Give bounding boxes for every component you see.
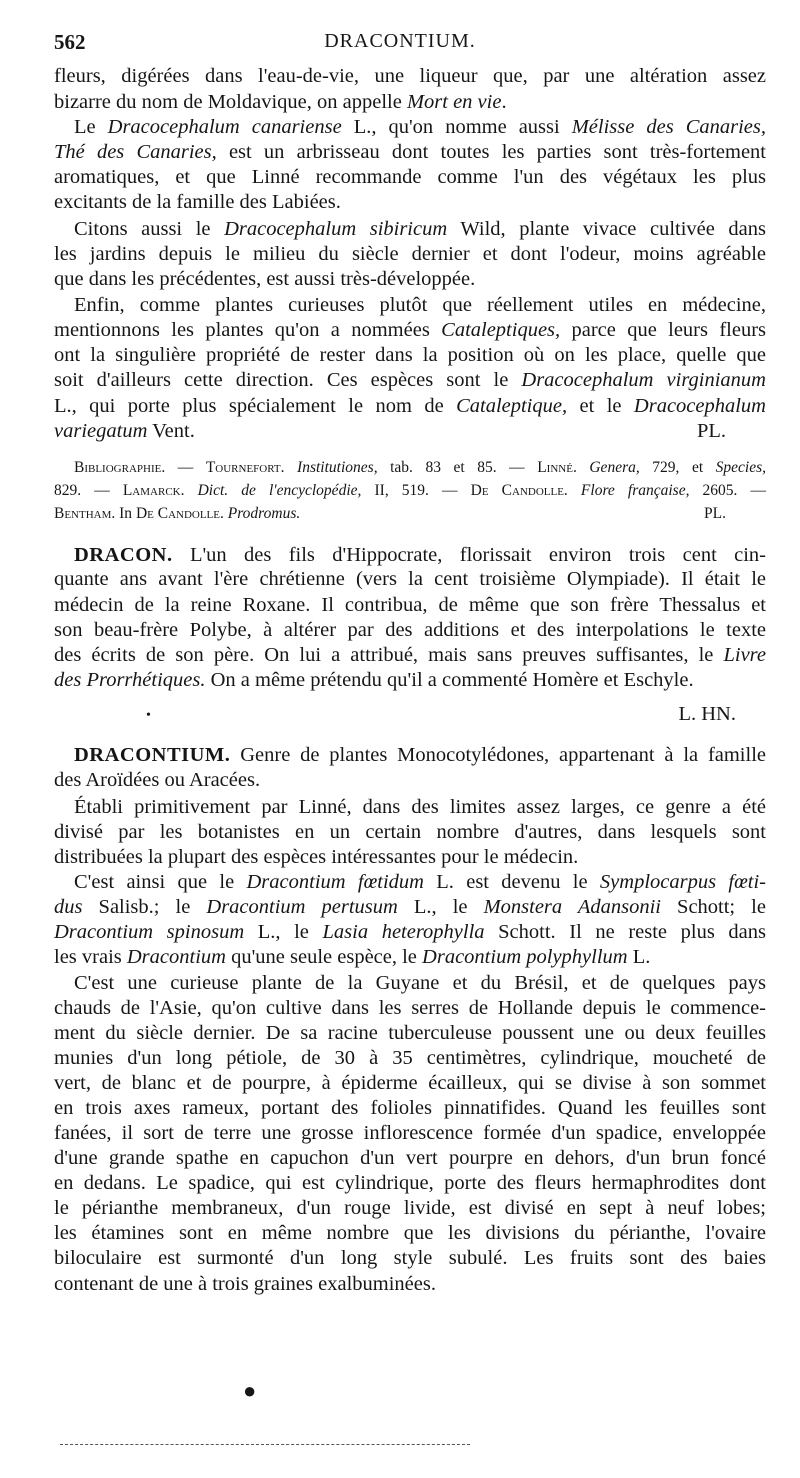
line-text: L., le [397,896,484,918]
italic-term: Cataleptique, [456,395,568,417]
author-initials: PL. [696,420,726,442]
line-text: L., qui porte plus spécialement le nom de [54,395,457,417]
dracontium-line [54,1146,766,1171]
dracon-line [54,668,766,693]
dracontium-line [54,996,766,1021]
line-text: des écrits de son père. On lui a attribué, mais sans preuves suffisantes, le [54,644,724,666]
italic-term: dus [54,896,83,918]
ink-blot: ● [243,1378,257,1403]
line-text: L. [627,946,651,968]
stray-dot: • [146,708,151,723]
dracontium-line [54,1171,766,1196]
line-text: les jardins depuis le milieu du siècle dernier et dont l'odeur, moins agréable [54,243,766,265]
line-text: munies d'un long pétiole, de 30 à 35 centimètres, cylindrique, moucheté de [54,1047,766,1069]
author-signature: L. HN. [678,703,736,725]
line-text: fleurs, digérées dans l'eau-de-vie, une liqueur que, par une altération assez [54,65,766,87]
page-number: 562 [54,30,86,54]
line-text: L., qu'on nomme aussi [341,116,572,138]
running-title: DRACONTIUM. [324,30,476,52]
line-text: L'un des fils d'Hippocrate, florissait environ trois cent cin- [172,544,766,566]
line-text: mentionnons les plantes qu'on a nommées [54,319,442,341]
line-text: bizarre du nom de Moldavique, on appelle [54,91,407,113]
bottom-rule [60,1444,470,1445]
dracon-line [54,643,766,668]
italic-term: Flore française, [567,482,690,499]
bibliography-text: 729, et [639,459,716,476]
dracontium-line [74,870,766,895]
dracocephalum-line [54,267,766,292]
dracontium-line [74,795,766,820]
dracontium-line [54,1071,766,1096]
dracocephalum-line [54,343,766,368]
dracontium-line [54,1096,766,1121]
line-text: contenant de une à trois graines exalbuminées. [54,1273,436,1295]
bibliography-text: De Candolle. [135,505,224,522]
line-text: distribuées la plupart des espèces intéressantes pour le médecin. [54,846,579,868]
line-text: Genre de plantes Monocotylédones, appartenant à la famille [230,744,766,766]
dracocephalum-line [54,190,766,215]
bibliography-text: 829. — [54,482,123,499]
line-text: divisé par les botanistes en un certain nombre d'autres, dans lesquels sont [54,821,766,843]
line-text: Vent. [147,420,195,442]
line-text: Le [74,116,108,138]
dracontium-line [54,920,766,945]
dracocephalum-line [54,165,766,190]
dracocephalum-line [74,115,766,140]
dracocephalum-line [74,293,766,318]
italic-term: Dracontium spinosum [54,921,245,943]
bibliography-text: 2605. — [689,482,767,499]
bibliography-text: tab. 83 et 85. — [377,459,538,476]
line-text: et le [567,395,634,417]
line-text: le périanthe membraneux, d'un rouge livide, est divisé en sept à neuf lobes; [54,1197,766,1219]
italic-term: Lasia heterophylla [322,921,485,943]
italic-term: Prodromus. [223,505,301,522]
line-text: Salisb.; le [82,896,207,918]
dracontium-line [54,1246,766,1271]
italic-term: Cataleptiques, [441,319,561,341]
dracontium-line [54,1046,766,1071]
dracocephalum-line [54,368,766,393]
line-text: parce que leurs fleurs [560,319,766,341]
bibliography-line [74,458,766,478]
dracontium-line [54,845,766,870]
italic-term: Symplocarpus fœti- [599,871,766,893]
entry-headword: DRACONTIUM. [74,744,231,766]
dracon-line [54,567,766,592]
line-text: . [501,91,507,113]
line-text: biloculaire est surmonté d'un long style subulé. Les fruits sont des baies [54,1247,766,1269]
dracontium-line [54,820,766,845]
line-text: fanées, il sort de terre une grosse inflorescence formée d'un spadice, enveloppée [54,1122,766,1144]
dracocephalum-line [54,140,766,165]
italic-term: Monstera Adansonii [483,896,661,918]
line-text: L. est devenu le [423,871,600,893]
dracontium-line [54,1196,766,1221]
dracon-line [54,593,766,618]
line-text: L., le [244,921,323,943]
bibliography-text: II, 519. — [361,482,471,499]
line-text: Schott; le [660,896,766,918]
italic-term: Genera, [576,459,640,476]
line-text: médecin de la reine Roxane. Il contribua, de même que son frère Thessalus et [54,594,766,616]
dracocephalum-line [54,394,766,419]
bibliography-text: De Candolle. [470,482,568,499]
line-text: C'est ainsi que le [74,871,247,893]
line-text: soit d'ailleurs cette direction. Ces espèces sont le [54,369,522,391]
bibliography-text: In [115,505,136,522]
italic-term: Species, [715,459,767,476]
dracocephalum-line [54,90,766,115]
dracontium-line [54,895,766,920]
bibliography-text: Bibliographie. [74,459,166,476]
line-text: qu'une seule espèce, le [225,946,423,968]
author-initials: PL. [704,505,726,522]
italic-term: Dracocephalum [633,395,766,417]
italic-term: Dict. de l'encyclopédie, [184,482,362,499]
italic-term: Dracocephalum canariense [107,116,342,138]
dracontium-line [54,768,766,793]
dracontium-line [54,1221,766,1246]
line-text: quante ans avant l'ère chrétienne (vers la cent troisième Olympiade). Il était le [54,568,766,590]
bibliography-text: Linné. [537,459,577,476]
italic-term: Dracontium polyphyllum [422,946,628,968]
dracocephalum-line [54,419,766,444]
bibliography-text: — [165,459,206,476]
line-text: en dedans. Le spadice, qui est cylindrique, porte des fleurs hermaphrodites dont [54,1172,766,1194]
line-text: son beau-frère Polybe, à altérer par des additions et des interpolations le texte [54,619,766,641]
entry-headword: DRACON. [74,544,173,566]
dracon-line [54,618,766,643]
italic-term: Mélisse des Canaries, [571,116,766,138]
line-text: ment du siècle dernier. De sa racine tuberculeuse poussent une ou deux feuilles [54,1022,766,1044]
italic-term: Dracontium fœtidum [246,871,424,893]
italic-term: Livre [723,644,766,666]
line-text: est un arbrisseau dont toutes les parties sont très-fortement [216,141,766,163]
line-text: aromatiques, et que Linné recommande comme l'un des végétaux les plus [54,166,766,188]
line-text: vert, de blanc et de pourpre, à épiderme écailleux, qui se divise à son sommet [54,1072,766,1094]
line-text: Enfin, comme plantes curieuses plutôt que réellement utiles en médecine, [74,294,766,316]
line-text: Citons aussi le [74,218,225,240]
line-text: en trois axes rameux, portant des folioles pinnatifides. Quand les feuilles sont [54,1097,766,1119]
line-text: chauds de l'Asie, qu'on cultive dans les serres de Hollande depuis le commence- [54,997,766,1019]
line-text: des Aroïdées ou Aracées. [54,769,261,791]
italic-term: des Prorrhétiques. [54,669,206,691]
italic-term: variegatum [54,420,148,442]
dracontium-line [54,1121,766,1146]
dracocephalum-line [54,318,766,343]
bibliography-line [54,481,766,501]
italic-term: Mort en vie [406,91,502,113]
line-text: les étamines sont en même nombre que les divisions du périanthe, l'ovaire [54,1222,766,1244]
dracontium-line [54,945,766,970]
dracon-line [74,543,766,568]
line-text: Wild, plante vivace cultivée dans [447,218,767,240]
italic-term: Dracontium pertusum [206,896,398,918]
bibliography-line [54,504,766,524]
line-text: On a même prétendu qu'il a commenté Homère et Eschyle. [205,669,694,691]
italic-term: Institutiones, [284,459,378,476]
dracontium-line [54,1272,766,1297]
italic-term: Dracontium [126,946,226,968]
line-text: les vrais [54,946,127,968]
dracontium-line [74,743,766,768]
italic-term: Thé des Canaries, [54,141,217,163]
dracocephalum-line [74,217,766,242]
dracocephalum-line [54,64,766,89]
bibliography-text: Tournefort. [205,459,285,476]
line-text: d'une grande spathe en capuchon d'un vert pourpre en dehors, d'un brun foncé [54,1147,766,1169]
line-text: C'est une curieuse plante de la Guyane et du Brésil, et de quelques pays [74,972,766,994]
line-text: Établi primitivement par Linné, dans des limites assez larges, ce genre a été [74,796,766,818]
italic-term: Dracocephalum sibiricum [224,218,448,240]
line-text: Schott. Il ne reste plus dans [484,921,766,943]
bibliography-text: Bentham. [54,505,116,522]
dracontium-line [74,971,766,996]
line-text: que dans les précédentes, est aussi très-développée. [54,268,476,290]
bibliography-text: Lamarck. [122,482,185,499]
line-text: excitants de la famille des Labiées. [54,191,341,213]
dracontium-line [54,1021,766,1046]
line-text: ont la singulière propriété de rester dans la position où on les place, quelle que [54,344,766,366]
italic-term: Dracocephalum virginianum [521,369,766,391]
dracocephalum-line [54,242,766,267]
